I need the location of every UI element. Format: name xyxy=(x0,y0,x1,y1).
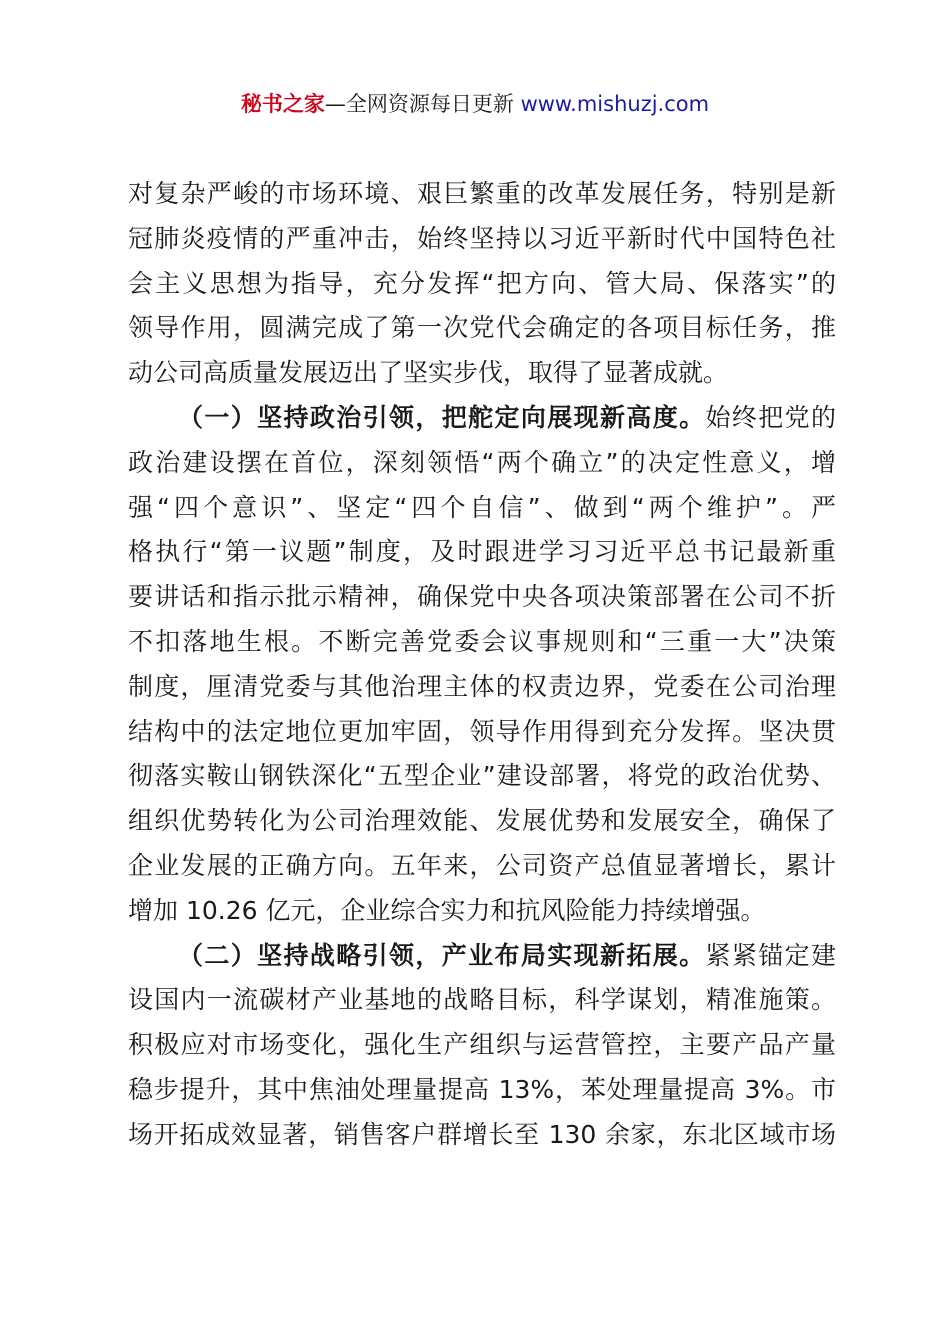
text-line: 对复杂严峻的市场环境、艰巨繁重的改革发展任务，特别是新 xyxy=(128,179,836,208)
header-tagline: —全网资源每日更新 xyxy=(324,92,521,116)
paragraph-lead-line xyxy=(128,396,836,441)
text-line: 政治建设摆在首位，深刻领悟“两个确立”的决定性意义，增 xyxy=(128,447,836,477)
text-span: 始终把党的 xyxy=(705,402,836,432)
text-line: 积极应对市场变化，强化生产组织与运营管控，主要产品产量 xyxy=(128,1030,836,1060)
text-line: 制度，厘清党委与其他治理主体的权责边界，党委在公司治理 xyxy=(128,671,836,701)
section-heading: （二）坚持战略引领，产业布局实现新拓展。 xyxy=(178,940,706,970)
text-line: 彻落实鞍山钢铁深化“五型企业”建设部署，将党的政治优势、 xyxy=(128,761,836,791)
text-line: 组织优势转化为公司治理效能、发展优势和发展安全，确保了 xyxy=(128,806,836,836)
text-line: 强“四个意识”、坚定“四个自信”、做到“两个维护”。严 xyxy=(128,492,836,522)
text-span: 紧紧锚定建 xyxy=(705,940,836,970)
brand-name: 秘书之家 xyxy=(240,92,325,116)
document-body xyxy=(128,172,836,1158)
site-url: www.mishuzj.com xyxy=(520,92,710,116)
text-line: 格执行“第一议题”制度，及时跟进学习习近平总书记最新重 xyxy=(128,537,836,567)
text-line: 要讲话和指示批示精神，确保党中央各项决策部署在公司不折 xyxy=(128,582,836,612)
text-line: 增加 10.26 亿元，企业综合实力和抗风险能力持续增强。 xyxy=(128,895,766,925)
paragraph-lead-line xyxy=(128,934,836,979)
text-line: 场开拓成效显著，销售客户群增长至 130 余家，东北区域市场 xyxy=(128,1119,836,1149)
text-line: 设国内一流碳材产业基地的战略目标，科学谋划，精准施策。 xyxy=(128,985,836,1015)
text-line: 冠肺炎疫情的严重冲击，始终坚持以习近平新时代中国特色社 xyxy=(128,223,836,253)
text-line: 企业发展的正确方向。五年来，公司资产总值显著增长，累计 xyxy=(128,850,836,880)
text-line: 稳步提升，其中焦油处理量提高 13%，苯处理量提高 3%。市 xyxy=(128,1074,836,1104)
text-line: 领导作用，圆满完成了第一次党代会确定的各项目标任务，推 xyxy=(128,313,836,343)
text-line: 会主义思想为指导，充分发挥“把方向、管大局、保落实”的 xyxy=(128,268,836,298)
text-line: 不扣落地生根。不断完善党委会议事规则和“三重一大”决策 xyxy=(128,626,836,656)
text-line: 动公司高质量发展迈出了坚实步伐，取得了显著成就。 xyxy=(128,358,729,388)
page-header xyxy=(0,86,950,122)
section-heading: （一）坚持政治引领，把舵定向展现新高度。 xyxy=(178,402,706,432)
text-line: 结构中的法定地位更加牢固，领导作用得到充分发挥。坚决贯 xyxy=(128,716,836,746)
